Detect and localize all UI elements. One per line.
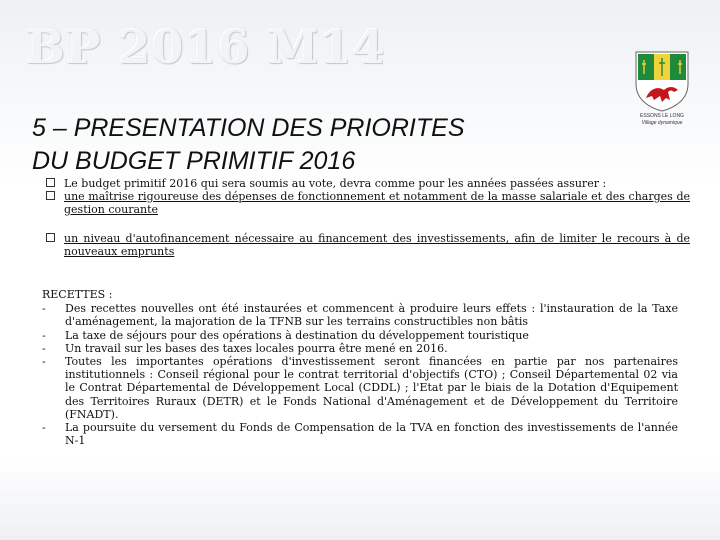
bullet-text: une maîtrise rigoureuse des dépenses de fonctionnement et notamment de la masse salariale et des charges de gestion courante (64, 190, 690, 216)
town-logo (630, 50, 694, 140)
recettes-title: RECETTES : (42, 288, 113, 301)
dash-marker: - (42, 421, 46, 435)
dash-marker: - (42, 341, 46, 355)
recettes-item-text: Toutes les importantes opérations d'investissement seront financées en partie par nos partenaires institutionnels : Conseil régional pour le contrat territorial d'objectifs (CTO) ; Conseil Départemental 02 via le Contrat Départemental de Développement Local (CDDL) ; l'Etat par le biais de la Dotation d'Equipement des Territoires Ruraux (DETR) et le Fonds National d'Aménagement et de Développement du Territoire (FNADT). (65, 355, 678, 421)
logo-subcaption: Village dynamique (641, 120, 683, 126)
recettes-item-text: Un travail sur les bases des taxes locales pourra être mené en 2016. (65, 341, 448, 355)
slide-watermark-title: BP 2016 M14 (26, 20, 386, 74)
recettes-item (42, 355, 678, 421)
recettes-item-text: La poursuite du versement du Fonds de Compensation de la TVA en fonction des investissements de l'année N-1 (65, 421, 678, 448)
logo-caption: ESSONS LE LONG (640, 113, 684, 119)
bullet-text: Le budget primitif 2016 qui sera soumis au vote, devra comme pour les années passées assurer : (64, 177, 607, 190)
bullet-list (46, 177, 690, 258)
heading-line-2: DU BUDGET PRIMITIF 2016 (32, 147, 356, 175)
bullet-item (46, 177, 690, 190)
recettes-section (42, 288, 678, 447)
recettes-item (42, 421, 678, 447)
recettes-item (42, 342, 678, 355)
recettes-item-text: Des recettes nouvelles ont été instaurées et commencent à produire leurs effets : l'instauration de la Taxe d'aménagement, la majoration de la TFNB sur les terrains constructibles non bâtis (65, 302, 678, 329)
bullet-text: un niveau d'autofinancement nécessaire au financement des investissements, afin de limiter le recours à de nouveaux emprunts (64, 232, 690, 258)
checkbox-bullet-icon (46, 191, 55, 200)
coat-of-arms-icon (634, 50, 690, 112)
dash-marker: - (42, 328, 46, 342)
checkbox-bullet-icon (46, 233, 55, 242)
dash-marker: - (42, 355, 46, 369)
slide-heading (32, 112, 632, 178)
dash-marker: - (42, 302, 46, 316)
bullet-item (46, 190, 690, 216)
checkbox-bullet-icon (46, 178, 55, 187)
recettes-item (42, 302, 678, 328)
heading-line-1: 5 – PRESENTATION DES PRIORITES (32, 114, 465, 142)
recettes-item (42, 329, 678, 342)
bullet-item (46, 232, 690, 258)
recettes-item-text: La taxe de séjours pour des opérations à destination du développement touristique (65, 328, 529, 342)
